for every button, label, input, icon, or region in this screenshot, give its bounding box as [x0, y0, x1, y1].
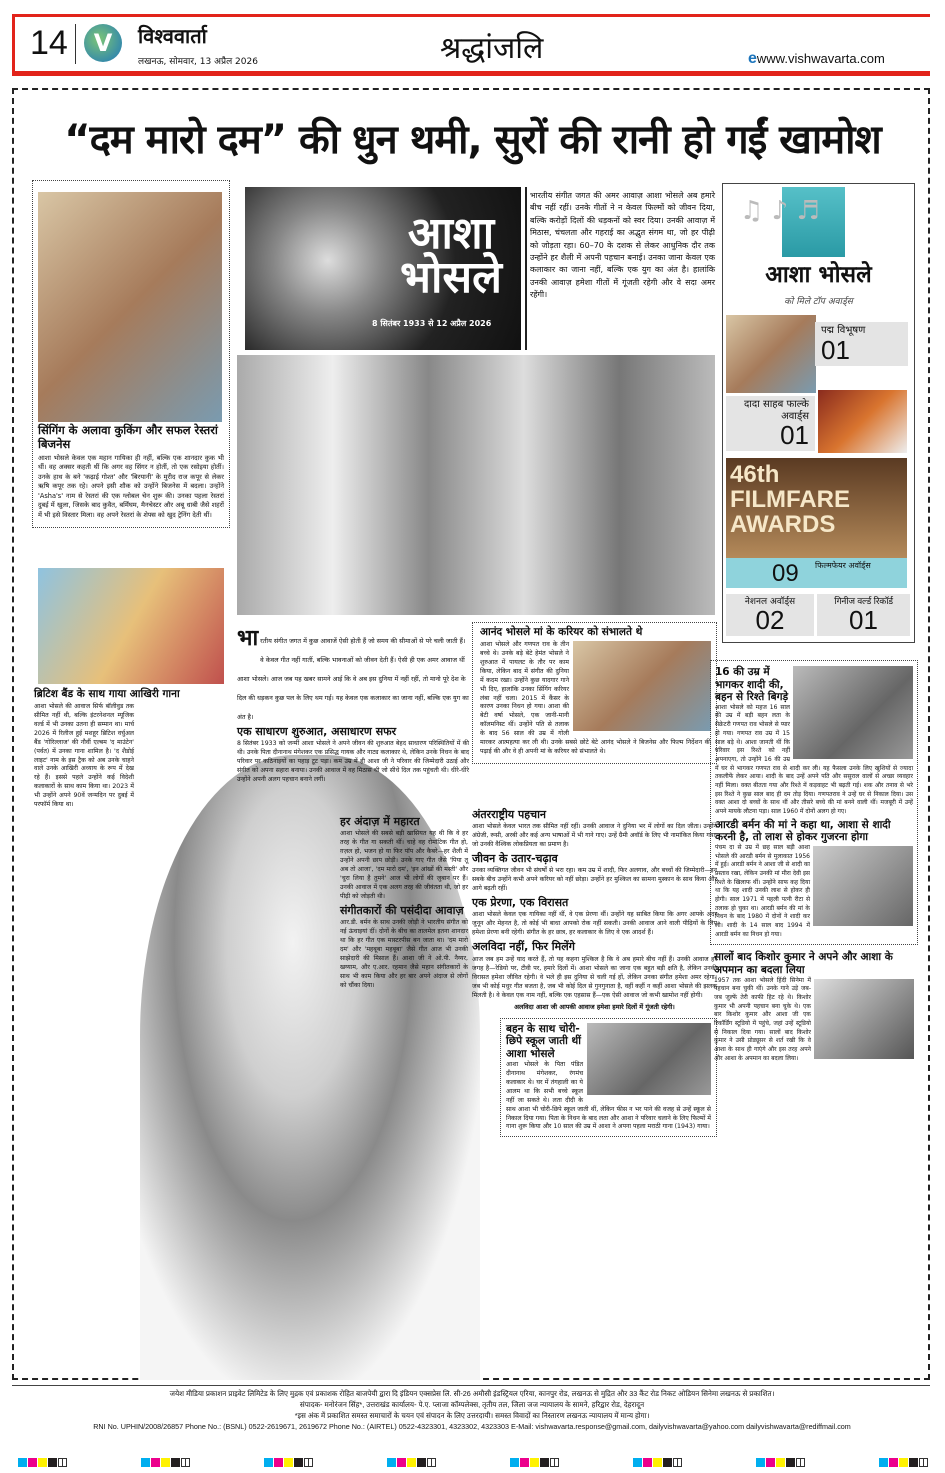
lead-text: रतीय संगीत जगत में कुछ आवाजें ऐसी होती हैं जो समय की सीमाओं से परे चली जाती हैं। वे केवल गीत नहीं गातीं, बल्कि भावनाओं को जीवन देती हैं। ऐसी ही एक अमर आवाज थीं आशा भोसले। आज जब यह खबर सामने आई कि वे अब इस दुनिया में नहीं रहीं, तो मानो पूरे देश के दिल की धड़कन कुछ पल के लिए थम गई। यह केवल एक कलाकार का जाना नहीं, बल्कि एक युग का अंत है।	[237, 637, 469, 721]
music-notes-icon: ♫ ♪ ♬	[740, 196, 820, 226]
color-swatch	[294, 1458, 303, 1467]
registration-mark-icon	[673, 1458, 682, 1467]
footer-rule	[12, 1385, 930, 1386]
registration-mark-icon	[919, 1458, 928, 1467]
british-body: आशा भोसले की आवाज सिर्फ बॉलीवुड तक सीमित नहीं थी, बल्कि इंटरनेशनल म्यूजिक वर्ल्ड में भी उनका उतना ही सम्मान था। मार्च 2026 में रिलीज हुई मशहूर ब्रिटिश वर्चुअल बैंड 'गोरिल्लाज' की नौवीं एल्बम 'द माउंटेन' (पर्वत) में उनका गाना शामिल है। 'द शैडोई लाइट' नाम के इस ट्रैक को अब उनके चाहने वाले उनके आखिरी अध्याय के रूप में देख रहे हैं। इससे पहले उन्होंने कई विदेशी कलाकारों के साथ काम किया था। 2023 में भी उन्होंने अपने 90वें जन्मदिन पर दुबई में परफॉर्म किया था।	[34, 702, 134, 809]
banner-dates: 8 सितंबर 1933 से 12 अप्रैल 2026	[372, 319, 492, 328]
body-international: आशा भोसले केवल भारत तक सीमित नहीं रहीं। उनकी आवाज ने दुनिया भर में लोगों का दिल जीता। उन्होंने अंग्रेजी, रूसी, अरबी और कई अन्य भाषाओं में भी गाने गाए। उन्हें ग्रैमी अवॉर्ड के लिए भी नामांकित किया गया, जो उनकी वैश्विक लोकप्रियता का प्रमाण है।	[472, 823, 717, 849]
anand-text: आशा भोसले और गणपत राव के तीन बच्चे थे। उनके बड़े बेटे हेमंत भोसले ने शुरुआत में पायलट के तौर पर काम किया, लेकिन बाद में संगीत की दुनिया में कदम रखा। उन्होंने कुछ यादगार गाने भी दिए, हालांकि उनका सिंगिंग करियर लंबा नहीं चला। 2015 में कैंसर के कारण उनका निधन हो गया। आशा की बेटी वर्षा भोसले, एक जानी-मानी कॉलमनिस्ट थीं। उन्होंने पति से तलाक के बाद 56 साल की उम्र में गोली मारकर आत्महत्या कर ली थी। उनके सबसे छोटे बेटे आनंद भोसले ने बिजनेस और फिल्म निर्देशन की पढ़ाई की और वे ही अपनी मां के करियर को संभालते थे।	[480, 640, 711, 756]
banner-name-line2: भोसले	[400, 252, 502, 303]
award-label: फिल्मफेयर अवॉर्ड्स	[815, 561, 871, 570]
filmfare-logo-text: 46th FILMFARE AWARDS	[730, 461, 850, 539]
divider	[75, 24, 76, 64]
anand-body	[480, 641, 711, 758]
banner-name-line1: आशा	[407, 208, 495, 259]
award-count: 02	[755, 605, 785, 636]
lead-paragraph	[237, 628, 469, 723]
award-label: दादा साहब फाल्के अवार्ड्स	[743, 399, 809, 422]
award-dadasaheb-phalke	[726, 396, 815, 451]
anand-box	[472, 622, 717, 764]
dateline: लखनऊ, सोमवार, 13 अप्रैल 2026	[138, 57, 258, 67]
award-label: नेशनल अवॉर्ड्स	[744, 597, 796, 607]
color-swatch	[387, 1458, 396, 1467]
award-label: गिनीज वर्ल्ड रिकॉर्ड	[834, 597, 893, 607]
right-column	[710, 660, 918, 1066]
kishore-photo	[814, 979, 914, 1059]
color-swatch	[766, 1458, 775, 1467]
school-body: आशा भोसले के पिता पंडित दीनानाथ मंगेशकर, रंगमंच कलाकार थे। घर में तंगहाली का ये आलम था कि सभी बच्चे स्कूल नहीं जा सकते थे। लता दीदी के साथ आशा भी चोरी-छिपे स्कूल जाती थीं, लेकिन फीस न भर पाने की वजह से उन्हें स्कूल से निकाल दिया गया। पिता के निधन के बाद लता और आशा ने परिवार चलाने के लिए फिल्मों में गाना शुरू किया और 10 साल की उम्र में आशा ने अपना पहला मराठी गाना (1943) गाया।	[506, 1060, 711, 1131]
drop-cap: भा	[237, 626, 259, 651]
subhead-mastery: हर अंदाज़ में महारत	[340, 815, 420, 828]
school-heading: बहन के साथ चोरी-छिपे स्कूल जाती थीं आशा भोसले	[506, 1022, 581, 1060]
registration-mark-icon	[550, 1458, 559, 1467]
divider	[525, 187, 527, 350]
color-swatch	[18, 1458, 27, 1467]
cooking-body: आशा भोसले केवल एक महान गायिका ही नहीं, बल्कि एक शानदार कुक भी थीं। वह अक्सर कहती थीं कि अगर वह सिंगर न होतीं, तो एक रसोइया होतीं। उनके हाथ के बने 'कढ़ाई गोश्त' और 'बिरयानी' के मुरीद राज कपूर से लेकर ऋषि कपूर तक रहे। अपने इसी शौक को उन्होंने बिजनेस में बदला। उन्होंने 'Asha's' नाम से रेस्तरां की एक ग्लोबल चेन शुरू की। उनका पहला रेस्तरां दुबई में खुला, जिसके बाद कुवैत, बर्मिंघम, मैनचेस्टर और अबू धाबी जैसे शहरों में भी इसे विस्तार मिला। वह अपने रेस्तरां के शेफ्स को खुद ट्रेनिंग देती थीं।	[38, 453, 224, 519]
subhead-farewell: अलविदा नहीं, फिर मिलेंगे	[472, 940, 575, 954]
registration-mark-icon	[304, 1458, 313, 1467]
kishore-body: 1957 तक आशा भोसले हिंदी सिनेमा में पहचान बना चुकी थीं। उनके गाने उड़े जब-जब जुल्फें तेरी काफी हिट रहे थे। किशोर कुमार भी अपनी पहचान बना चुके थे। एक बार किशोर कुमार और आशा जी एक रिकॉर्डिंग स्टूडियो में पहुंचे, जहां उन्हें स्टूडियो से निकाल दिया गया। सालों बाद किशोर कुमार ने उसी प्रोड्यूसर से शर्त रखी कि वे आशा के साथ ही गाएंगे और इस तरह अपने और आशा के अपमान का बदला लिया।	[714, 976, 811, 1062]
color-swatch	[653, 1458, 662, 1467]
registration-mark-icon	[58, 1458, 67, 1467]
padma-photo	[726, 315, 816, 393]
registration-mark-icon	[796, 1458, 805, 1467]
page-headline: “दम मारो दम” की धुन थमी, सुरों की रानी हो गईं खामोश	[64, 117, 881, 163]
collage-photo	[237, 355, 715, 615]
browser-icon: e	[748, 50, 757, 67]
award-national	[726, 594, 814, 636]
color-swatch	[756, 1458, 765, 1467]
subhead-composers: संगीतकारों की पसंदीदा आवाज़	[340, 904, 464, 918]
website-url[interactable]: www.vishwavarta.com	[756, 51, 885, 66]
subhead-ups-downs: जीवन के उतार-चढ़ाव	[472, 852, 558, 866]
kishore-heading: सालों बाद किशोर कुमार ने अपने और आशा के अपमान का बदला लिया	[714, 951, 893, 977]
marriage-heading: 16 की उम्र में भागकर शादी की, बहन से रिश्ते बिगड़े	[715, 666, 789, 704]
british-heading: ब्रिटिश बैंड के साथ गाया आखिरी गाना	[34, 688, 180, 700]
main-article-lead	[237, 628, 469, 787]
color-swatch	[171, 1458, 180, 1467]
body-composers: आर.डी. बर्मन के साथ उनकी जोड़ी ने भारतीय संगीत को नई ऊंचाइयां दीं। दोनों के बीच का तालमेल इतना शानदार था कि हर गीत एक मास्टरपीस बन जाता था। 'दम मारो दम' और 'महबूबा महबूबा' जैसे गीत आज भी उनकी साझेदारी की मिसाल हैं। आशा जी ने ओ.पी. नैय्यर, खय्याम, और ए.आर. रहमान जैसे महान संगीतकारों के साथ भी काम किया और हर बार अपने अंदाज से लोगों को चौंका दिया।	[340, 919, 468, 990]
website-link[interactable]	[748, 50, 885, 68]
awards-title: आशा भोसले	[765, 262, 872, 288]
headline-area	[30, 110, 915, 166]
imprint	[16, 1388, 928, 1433]
color-swatch-group	[18, 1452, 67, 1471]
band-photo	[38, 568, 224, 684]
body-mastery: आशा भोसले की सबसे बड़ी खासियत यह थी कि वे हर तरह के गीत गा सकती थीं। चाहे वह रोमांटिक गीत हो, ग़ज़ल हो, भजन हो या फिर पॉप और कैबरे—हर शैली में उन्होंने अपनी छाप छोड़ी। उनके गाए गीत जैसे 'पिया तू अब तो आजा', 'दम मारो दम', 'इन आंखों की मस्ती' और 'चुरा लिया है तुमने' आज भी लोगों की जुबान पर हैं। उनकी आवाज में एक अलग तरह की जीवंतता थी, जो हर पीढ़ी को जोड़ती थी।	[340, 830, 468, 901]
color-swatch-group	[387, 1452, 436, 1471]
body-farewell: आज जब हम उन्हें याद करते हैं, तो यह कहना मुश्किल है कि वे अब हमारे बीच नहीं हैं। उनकी आवाज हर जगह है—रेडियो पर, टीवी पर, हमारे दिलों में। आशा भोसले का जाना एक बहुत बड़ी क्षति है, लेकिन उनकी विरासत हमेशा जीवित रहेगी। वे भले ही इस दुनिया से चली गई हों, लेकिन उनका संगीत हमेशा अमर रहेगा। जब भी कोई मधुर गीत बजता है, जब भी कोई दिल से गुनगुनाता है, वहीं कहीं न कहीं आशा भोसले की झलक मिलती है। वे केवल एक नाम नहीं, बल्कि एक एहसास हैं—एक ऐसी आवाज जो कभी खामोश नहीं होगी।	[472, 955, 717, 999]
body-inspiration: आशा भोसले केवल एक गायिका नहीं थीं, वे एक प्रेरणा थीं। उन्होंने यह साबित किया कि अगर आपके अंदर जुनून और मेहनत है, तो कोई भी बाधा आपको रोक नहीं सकती। उनकी आवाज आने वाली पीढ़ियों के लिए हमेशा प्रेरणा बनी रहेगी। संगीत के हर छात्र, हर कलाकार के लिए वे एक आदर्श हैं।	[472, 911, 717, 937]
color-swatch	[786, 1458, 795, 1467]
banner-name	[385, 208, 517, 303]
closing-line: अलविदा आशा जी आपकी आवाज हमेशा हमारे दिलों में गूंजती रहेगी।	[514, 1002, 675, 1011]
page-number: 14	[30, 24, 68, 62]
color-swatch	[161, 1458, 170, 1467]
newspaper-logo: V	[84, 24, 122, 62]
color-swatch	[530, 1458, 539, 1467]
color-swatch	[274, 1458, 283, 1467]
cooking-heading: सिंगिंग के अलावा कुकिंग और सफल रेस्तरां बिजनेस	[38, 423, 218, 451]
printer-color-bar	[18, 1452, 928, 1471]
award-guinness	[817, 594, 910, 636]
award-count: 09	[772, 560, 799, 587]
color-swatch-group	[264, 1452, 313, 1471]
color-swatch	[643, 1458, 652, 1467]
color-swatch	[48, 1458, 57, 1467]
newspaper-name: विश्ववार्ता	[138, 24, 207, 48]
registration-mark-icon	[427, 1458, 436, 1467]
burman-photo	[813, 846, 913, 926]
anand-heading: आनंद भोसले मां के करियर को संभालते थे	[480, 626, 643, 638]
main-article-middle	[340, 815, 468, 993]
sisters-photo	[587, 1023, 711, 1095]
color-swatch-group	[633, 1452, 682, 1471]
subhead-beginning: एक साधारण शुरुआत, असाधारण सफर	[237, 725, 397, 738]
section-title: श्रद्धांजलि	[440, 31, 544, 66]
kitchen-photo	[38, 192, 222, 422]
color-swatch	[28, 1458, 37, 1467]
color-swatch	[909, 1458, 918, 1467]
family-photo	[793, 666, 913, 759]
british-story	[34, 688, 230, 812]
color-swatch	[38, 1458, 47, 1467]
body-beginning: 8 सितंबर 1933 को जन्मीं आशा भोसले ने अपने जीवन की शुरुआत बेहद साधारण परिस्थितियों में की थी। उनके पिता दीनानाथ मंगेशकर एक प्रसिद्ध गायक और नाट्य कलाकार थे, लेकिन उनके निधन के बाद परिवार पर कठिनाइयों का पहाड़ टूट पड़ा। कम उम्र में ही आशा जी ने परिवार की जिम्मेदारी उठाई और संगीत को अपना सहारा बनाया। उनकी आवाज में वह मिठास थी जो सीधे दिल तक पहुंचती थी। धीरे-धीरे उन्होंने अपनी अलग पहचान बनाने लगीं।	[237, 740, 469, 784]
award-count: 01	[821, 334, 850, 365]
color-swatch	[520, 1458, 529, 1467]
intro-text: भारतीय संगीत जगत की अमर आवाज़ आशा भोसले अब हमारे बीच नहीं रहीं। उनके गीतों ने न केवल फिल्मों को जीवन दिया, बल्कि करोड़ों दिलों की धड़कनों को स्वर दिया। उनकी आवाज़ में मिठास, चंचलता और गहराई का अद्भुत संगम था, जो हर पीढ़ी को जोड़ता रहा। 60–70 के दशक से लेकर आधुनिक दौर तक उन्होंने हर शैली में अपनी पहचान बनाई। उनका जाना केवल एक कलाकार का जाना नहीं, बल्कि एक युग का अंत है। हालांकि उनकी आवाज़ हमेशा गीतों में गूंजती रहेगी और वे सदा अमर रहेंगी।	[530, 191, 715, 300]
imprint-contacts: RNI No. UPHIN/2008/26857 Phone No.: (BSNL) 0522-2619671, 2619672 Phone No.: (AIRTEL) 0522-4323301, 4323302, 4323303 E-Mail: vishwavarta.response@gmail.com, dailyvishwavarta@yahoo.com dailyvishwavarta@rediffmail.com	[93, 1422, 851, 1432]
color-swatch	[889, 1458, 898, 1467]
color-swatch	[407, 1458, 416, 1467]
marriage-body: आशा भोसले को महज 16 साल की उम्र में बड़ी बहन लता के सेक्रेटरी गणपत राव भोसले से प्यार हो गया। गणपत राव उम्र में 15 साल बड़े थे। आशा जानती थीं कि परिवार इस रिश्ते को नहीं अपनाएगा, तो उन्होंने 16 की उम्र में घर से भागकर गणपत राव से शादी कर ली। यह फैसला उनके लिए खुशियों से ज्यादा तकलीफें लेकर आया। शादी के बाद उन्हें अपने पति और ससुराल वालों से अच्छा व्यवहार नहीं मिला। वक्त बीतता गया और रिश्ते में कड़वाहट भी बढ़ती गई। शक और तनाव से भरे इस रिश्ते ने कुछ साल बाद ही दम तोड़ दिया। गणपतराव ने उन्हें घर से निकाल दिया। उस वक्त आशा दो बच्चों के साथ थीं और तीसरे बच्चे की मां बनने वाली थीं। मजबूरी में उन्हें अपने मायके लौटना पड़ा। साल 1960 में दोनों अलग हो गए।	[715, 703, 913, 816]
color-swatch	[510, 1458, 519, 1467]
award-count: 01	[780, 420, 809, 450]
subhead-inspiration: एक प्रेरणा, एक विरासत	[472, 896, 569, 910]
color-swatch	[264, 1458, 273, 1467]
color-swatch-group	[756, 1452, 805, 1471]
imprint-line: जयेश मीडिया प्रकाशन प्राइवेट लिमिटेड के लिए मुद्रक एवं प्रकाशक रोहित बाजपेयी द्वारा दि इंडियन एक्सप्रेस लि. सी-26 अमौसी इंडस्ट्रियल एरिया, कानपुर रोड, लखनऊ से मुद्रित और 33 कैंट रोड निकट ओडियन सिनेमा लखनऊ से प्रकाशित।	[169, 1389, 775, 1398]
school-box	[500, 1018, 717, 1138]
award-count: 01	[849, 605, 878, 636]
color-swatch	[663, 1458, 672, 1467]
imprint-line: संपादक- मनोरंजन सिंह*, उत्तराखंड कार्यालय- पे.ए. प्लाजा कॉम्पलेक्स, तृतीय तल, जिला जज न्यायालय के सामने, हरिद्वार रोड, देहरादून	[299, 1400, 645, 1410]
cooking-box	[32, 180, 230, 528]
color-swatch	[141, 1458, 150, 1467]
color-swatch	[417, 1458, 426, 1467]
color-swatch	[540, 1458, 549, 1467]
award-padma-vibhushan	[815, 322, 908, 366]
awards-subtitle: को मिले टॉप अवार्ड्स	[784, 297, 853, 307]
color-swatch-group	[879, 1452, 928, 1471]
color-swatch	[776, 1458, 785, 1467]
color-swatch	[397, 1458, 406, 1467]
burman-heading: आरडी बर्मन की मां ने कहा था, आशा से शादी करनी है, तो लाश से होकर गुजरना होगा	[715, 818, 891, 844]
anand-photo	[573, 641, 711, 731]
registration-mark-icon	[181, 1458, 190, 1467]
phalke-photo	[818, 390, 907, 453]
color-swatch	[899, 1458, 908, 1467]
main-article-right	[472, 808, 717, 1137]
color-swatch-group	[141, 1452, 190, 1471]
body-ups-downs: उनका व्यक्तिगत जीवन भी संघर्षों से भरा रहा। कम उम्र में शादी, फिर अलगाव, और बच्चों की जिम्मेदारी—इन सबके बीच उन्होंने कभी अपने करियर को नहीं छोड़ा। उन्होंने हर मुश्किल का सामना मुस्कान के साथ किया और आगे बढ़ती रहीं।	[472, 867, 717, 893]
award-label: पद्म विभूषण	[821, 325, 866, 336]
color-swatch	[633, 1458, 642, 1467]
color-swatch	[284, 1458, 293, 1467]
color-swatch	[151, 1458, 160, 1467]
imprint-line: *इस अंक में प्रकाशित समस्त समाचारों के चयन एवं संपादन के लिए उत्तरदायी। समस्त विवादों का निस्तारण लखनऊ न्यायालय में मान्य होगा।	[294, 1411, 650, 1421]
color-swatch	[879, 1458, 888, 1467]
burman-body: पंचम दा से उम्र में छह साल बड़ी आशा भोसले की आरडी बर्मन से मुलाकात 1956 में हुई। आरडी बर्मन ने आशा जी से शादी का प्रस्ताव रखा, लेकिन उनकी मां मीरा देवी इस रिश्ते के खिलाफ थीं। उन्होंने साफ कह दिया था कि यह शादी उनकी लाश से होकर ही होगी। साल 1971 में पहली पत्नी रीटा से तलाक हो चुका था। आरडी बर्मन की मां के निधन के बाद 1980 में दोनों ने शादी कर ली। शादी के 14 साल बाद 1994 में आरडी बर्मन का निधन हो गया।	[715, 843, 810, 938]
color-swatch-group	[510, 1452, 559, 1471]
marriage-box	[710, 660, 918, 945]
kishore-story	[710, 947, 918, 1063]
subhead-international: अंतरराष्ट्रीय पहचान	[472, 808, 547, 821]
